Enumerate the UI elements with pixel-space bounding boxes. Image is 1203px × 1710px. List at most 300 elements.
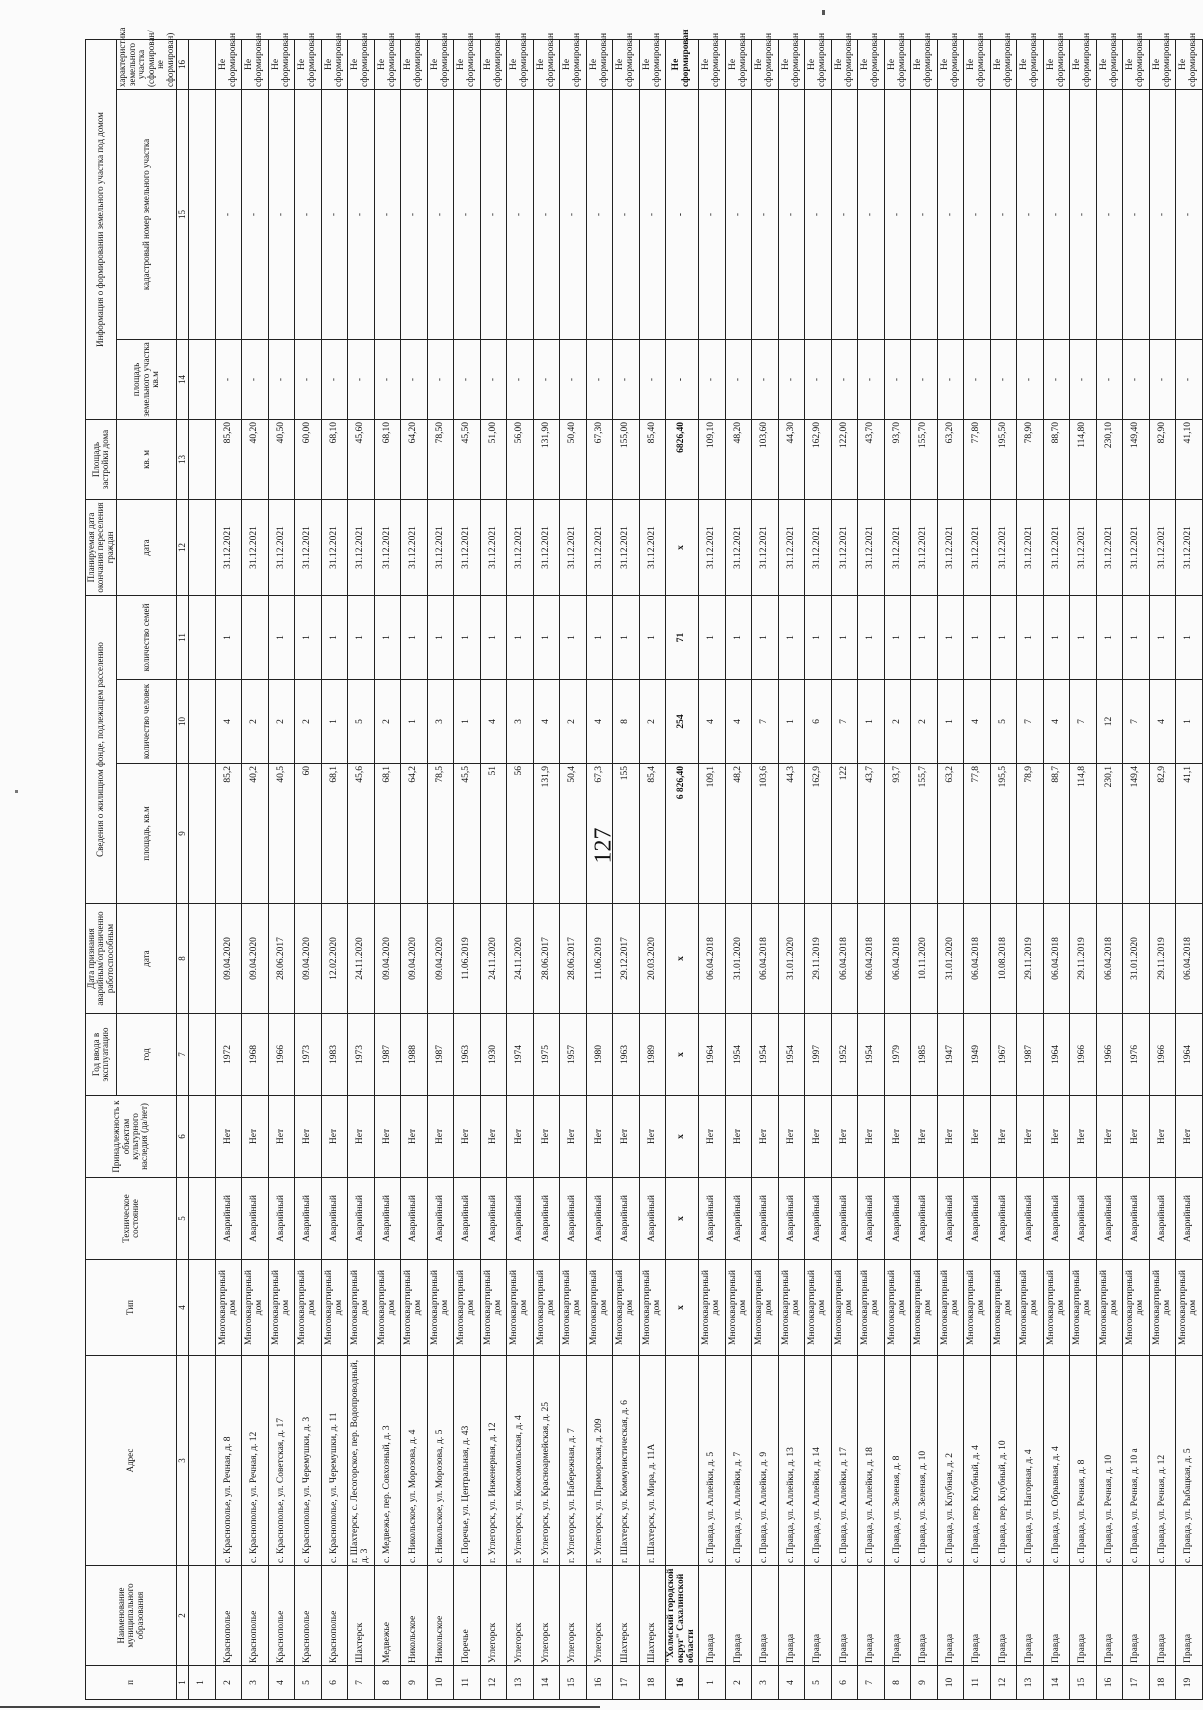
table-cell: 1966 — [1096, 1014, 1123, 1096]
table-cell: 09.04.2020 — [374, 904, 401, 1014]
table-cell: 31.12.2021 — [1043, 500, 1070, 596]
table-cell — [189, 1356, 216, 1566]
table-cell: - — [242, 90, 269, 340]
table-cell: 1 — [215, 596, 242, 680]
table-cell: 1 — [699, 596, 726, 680]
table-cell: 28.06.2017 — [533, 904, 560, 1014]
table-cell: 1987 — [427, 1014, 454, 1096]
table-cell: 131,90 — [533, 420, 560, 500]
table-cell: 1 — [1149, 596, 1176, 680]
column-number: 12 — [176, 500, 188, 596]
table-row — [805, 40, 832, 1700]
table-cell: 1972 — [215, 1014, 242, 1096]
table-cell: Многоквартирный дом — [242, 1260, 269, 1356]
table-cell: 2 — [374, 680, 401, 764]
table-cell: 1 — [401, 680, 428, 764]
table-cell: Нет — [507, 1096, 534, 1178]
table-cell: 10.11.2020 — [911, 904, 938, 1014]
table-cell: 1989 — [639, 1014, 666, 1096]
table-cell: Нет — [374, 1096, 401, 1178]
table-cell: 4 — [699, 680, 726, 764]
table-cell: - — [805, 340, 832, 420]
table-cell: Нет — [401, 1096, 428, 1178]
table-cell: Многоквартирный дом — [321, 1260, 348, 1356]
table-cell: 31.12.2021 — [507, 500, 534, 596]
table-cell: Не сформирован — [699, 40, 726, 90]
table-cell: - — [1096, 340, 1123, 420]
table-cell: - — [1070, 90, 1097, 340]
table-cell: 1949 — [964, 1014, 991, 1096]
table-cell: Многоквартирный дом — [560, 1260, 587, 1356]
table-cell: 31.12.2021 — [1123, 500, 1150, 596]
table-cell: Не сформирован — [533, 40, 560, 90]
header-land-char: характеристика земельного участка (сформирован/не сформирован) — [117, 40, 177, 90]
column-number-row — [176, 40, 188, 1700]
table-cell: 68,10 — [321, 420, 348, 500]
table-cell: с. Правда, ул. Речная, д. 8 — [1070, 1356, 1097, 1566]
table-cell: 1963 — [613, 1014, 640, 1096]
table-cell: Аварийный — [215, 1178, 242, 1260]
table-cell: 43,7 — [858, 764, 885, 904]
table-cell: 31.12.2021 — [937, 500, 964, 596]
table-cell: 06.04.2018 — [1096, 904, 1123, 1014]
table-cell: Многоквартирный дом — [533, 1260, 560, 1356]
table-cell: Многоквартирный дом — [911, 1260, 938, 1356]
table-cell: 1987 — [1017, 1014, 1044, 1096]
table-cell: - — [242, 340, 269, 420]
table-cell: Нет — [884, 1096, 911, 1178]
table-cell: с. Краснополье, ул. Речная, д. 12 — [242, 1356, 269, 1566]
table-cell: - — [990, 340, 1017, 420]
table-cell: с. Краснополье, ул. Черемушки, д. 11 — [321, 1356, 348, 1566]
table-row — [1096, 40, 1123, 1700]
table-cell: 82,90 — [1149, 420, 1176, 500]
table-cell: 40,50 — [268, 420, 295, 500]
column-number: 14 — [176, 340, 188, 420]
table-cell: - — [1149, 340, 1176, 420]
table-cell: 29.11.2019 — [1017, 904, 1044, 1014]
table-cell: 149,4 — [1123, 764, 1150, 904]
table-cell: 41,10 — [1176, 420, 1203, 500]
table-cell — [189, 1014, 216, 1096]
table-cell: с. Правда, ул. Аллейки, д. 13 — [778, 1356, 805, 1566]
header-heritage: Принадлежность к объектам культурного наследия (да/нет) — [86, 1096, 177, 1178]
table-cell: 1 — [321, 596, 348, 680]
header-land-group: Информация о формировании земельного участка под домом — [86, 40, 117, 420]
table-cell: 1968 — [242, 1014, 269, 1096]
table-cell: 14 — [1043, 1666, 1070, 1700]
table-cell: 1 — [964, 596, 991, 680]
table-cell: - — [884, 340, 911, 420]
table-cell: - — [586, 340, 613, 420]
table-cell: 4 — [778, 1666, 805, 1700]
table-cell: - — [752, 90, 779, 340]
table-cell: 5 — [348, 680, 375, 764]
table-cell: 4 — [1149, 680, 1176, 764]
table-cell — [189, 1566, 216, 1666]
table-cell: Нет — [725, 1096, 752, 1178]
table-cell: 1973 — [348, 1014, 375, 1096]
table-cell: 44,30 — [778, 420, 805, 500]
table-cell — [189, 764, 216, 904]
table-cell: 2 — [560, 680, 587, 764]
table-cell: 1952 — [831, 1014, 858, 1096]
table-row — [778, 40, 805, 1700]
table-cell: Аварийный — [586, 1178, 613, 1260]
table-row — [699, 40, 726, 1700]
header-families: количество семей — [117, 596, 177, 680]
table-cell: Нет — [348, 1096, 375, 1178]
table-cell: 67,3 — [586, 764, 613, 904]
table-cell: 1976 — [1123, 1014, 1150, 1096]
table-cell: Многоквартирный дом — [831, 1260, 858, 1356]
table-cell: 31.12.2021 — [560, 500, 587, 596]
column-number: 8 — [176, 904, 188, 1014]
table-cell: 24.11.2020 — [480, 904, 507, 1014]
table-cell: 155,7 — [911, 764, 938, 904]
table-cell: 1 — [586, 596, 613, 680]
table-cell — [666, 1356, 699, 1566]
table-cell: 1 — [990, 596, 1017, 680]
table-cell: Не сформирован — [268, 40, 295, 90]
table-cell: 3 — [427, 680, 454, 764]
table-cell: 1964 — [1176, 1014, 1203, 1096]
table-cell: Никольское — [401, 1566, 428, 1666]
table-cell: 82,9 — [1149, 764, 1176, 904]
header-date: дата — [117, 904, 177, 1014]
table-cell: 1 — [560, 596, 587, 680]
table-cell: с. Поречье, ул. Центральная, д. 43 — [454, 1356, 481, 1566]
table-cell: 31.12.2021 — [911, 500, 938, 596]
table-cell: 31.12.2021 — [884, 500, 911, 596]
table-cell: Правда — [858, 1566, 885, 1666]
table-cell: - — [666, 90, 699, 340]
table-cell: 11 — [454, 1666, 481, 1700]
table-cell: 1 — [858, 596, 885, 680]
table-row — [990, 40, 1017, 1700]
table-row — [560, 40, 587, 1700]
table-cell: 4 — [586, 680, 613, 764]
table-cell: 1 — [725, 596, 752, 680]
table-cell: Не сформирован — [666, 40, 699, 90]
table-cell: Краснополье — [321, 1566, 348, 1666]
table-cell: Не сформирован — [242, 40, 269, 90]
table-cell: Краснополье — [295, 1566, 322, 1666]
table-cell: 09.04.2020 — [242, 904, 269, 1014]
table-cell: Правда — [831, 1566, 858, 1666]
table-cell: Нет — [937, 1096, 964, 1178]
table-cell: 31.12.2021 — [268, 500, 295, 596]
table-cell: Многоквартирный дом — [639, 1260, 666, 1356]
table-cell: 31.01.2020 — [1123, 904, 1150, 1014]
table-cell: Нет — [911, 1096, 938, 1178]
table-cell: Аварийный — [990, 1178, 1017, 1260]
table-cell: 1 — [268, 596, 295, 680]
table-cell: Аварийный — [778, 1178, 805, 1260]
table-cell: 31.12.2021 — [1176, 500, 1203, 596]
table-cell: 1 — [778, 596, 805, 680]
table-cell: с. Правда, ул. Аллейки, д. 17 — [831, 1356, 858, 1566]
table-cell: Нет — [805, 1096, 832, 1178]
table-cell: с. Правда, ул. Клубная, д. 2 — [937, 1356, 964, 1566]
table-cell: 109,10 — [699, 420, 726, 500]
table-cell: 40,2 — [242, 764, 269, 904]
table-cell: 7 — [1123, 680, 1150, 764]
header-year-group: Год ввода в эксплуатацию — [86, 1014, 117, 1096]
table-cell: Аварийный — [911, 1178, 938, 1260]
table-cell: Многоквартирный дом — [454, 1260, 481, 1356]
table-cell: Углегорск — [507, 1566, 534, 1666]
table-cell: 31.12.2021 — [454, 500, 481, 596]
table-cell: Аварийный — [268, 1178, 295, 1260]
table-cell: с. Никольское, ул. Морозова, д. 4 — [401, 1356, 428, 1566]
header-address: Адрес — [86, 1356, 177, 1566]
table-cell: Многоквартирный дом — [699, 1260, 726, 1356]
table-cell: - — [778, 90, 805, 340]
table-cell: Аварийный — [1070, 1178, 1097, 1260]
column-number: 1 — [176, 1666, 188, 1700]
table-cell: 29.11.2019 — [1149, 904, 1176, 1014]
table-cell: 10 — [937, 1666, 964, 1700]
table-cell: - — [560, 340, 587, 420]
table-cell: Многоквартирный дом — [778, 1260, 805, 1356]
table-cell: - — [937, 90, 964, 340]
table-cell: Нет — [964, 1096, 991, 1178]
table-cell: 155,70 — [911, 420, 938, 500]
table-cell — [189, 596, 216, 680]
table-cell: Многоквартирный дом — [884, 1260, 911, 1356]
table-cell: - — [1123, 90, 1150, 340]
table-cell: Нет — [990, 1096, 1017, 1178]
table-cell: 1974 — [507, 1014, 534, 1096]
table-cell: 11 — [964, 1666, 991, 1700]
table-cell: Нет — [215, 1096, 242, 1178]
table-cell: Многоквартирный дом — [401, 1260, 428, 1356]
table-cell: 1 — [507, 596, 534, 680]
table-cell: Многоквартирный дом — [480, 1260, 507, 1356]
table-cell: Аварийный — [805, 1178, 832, 1260]
table-cell: с. Краснополье, ул. Черемушки, д. 3 — [295, 1356, 322, 1566]
rotated-table — [85, 27, 1199, 1700]
table-cell: - — [454, 340, 481, 420]
table-cell: Многоквартирный дом — [295, 1260, 322, 1356]
table-cell: 09.04.2020 — [427, 904, 454, 1014]
table-cell: - — [911, 340, 938, 420]
column-number: 6 — [176, 1096, 188, 1178]
table-cell: Не сформирован — [348, 40, 375, 90]
header-date-group: Дата признания аварийным/ограниченно работоспособным — [86, 904, 117, 1014]
table-cell: 31.12.2021 — [348, 500, 375, 596]
table-cell: Многоквартирный дом — [858, 1260, 885, 1356]
table-cell: Углегорск — [480, 1566, 507, 1666]
table-cell: с. Правда, ул. Аллейки, д. 5 — [699, 1356, 726, 1566]
table-cell: 77,8 — [964, 764, 991, 904]
table-cell: - — [215, 340, 242, 420]
table-cell: 56,00 — [507, 420, 534, 500]
table-row — [533, 40, 560, 1700]
table-row — [348, 40, 375, 1700]
table-cell: 09.04.2020 — [295, 904, 322, 1014]
table-cell: 31.01.2020 — [937, 904, 964, 1014]
table-cell: Аварийный — [1176, 1178, 1203, 1260]
table-cell: Никольское — [427, 1566, 454, 1666]
table-cell: Аварийный — [937, 1178, 964, 1260]
header-land-area — [117, 340, 177, 420]
table-cell: 31.12.2021 — [778, 500, 805, 596]
table-cell: 4 — [268, 1666, 295, 1700]
table-cell: 29.11.2019 — [1070, 904, 1097, 1014]
table-cell — [189, 1260, 216, 1356]
table-cell: Правда — [884, 1566, 911, 1666]
table-cell: 1 — [401, 596, 428, 680]
table-cell: 31.01.2020 — [778, 904, 805, 1014]
table-cell: - — [805, 90, 832, 340]
table-cell: 31.12.2021 — [427, 500, 454, 596]
table-cell: Аварийный — [507, 1178, 534, 1260]
table-cell: - — [613, 340, 640, 420]
table-cell: 230,1 — [1096, 764, 1123, 904]
table-cell: 31.12.2021 — [990, 500, 1017, 596]
table-cell: 31.12.2021 — [1070, 500, 1097, 596]
table-cell: Аварийный — [613, 1178, 640, 1260]
table-cell: 122 — [831, 764, 858, 904]
table-cell: Многоквартирный дом — [1070, 1260, 1097, 1356]
page-number: 127 — [590, 827, 617, 864]
table-cell: г. Углегорск, ул. Приморская, д. 209 — [586, 1356, 613, 1566]
table-cell: с. Правда, ул. Нагорная, д. 4 — [1017, 1356, 1044, 1566]
column-number: 15 — [176, 90, 188, 340]
table-cell: Многоквартирный дом — [215, 1260, 242, 1356]
table-cell: 24.11.2020 — [507, 904, 534, 1014]
table-cell: Нет — [778, 1096, 805, 1178]
table-cell: 60,00 — [295, 420, 322, 500]
table-cell: x — [666, 1260, 699, 1356]
table-row — [507, 40, 534, 1700]
table-cell: 09.04.2020 — [401, 904, 428, 1014]
table-cell: Многоквартирный дом — [427, 1260, 454, 1356]
table-cell: с. Правда, пер. Клубный, д. 4 — [964, 1356, 991, 1566]
table-cell: Не сформирован — [725, 40, 752, 90]
table-cell: 78,50 — [427, 420, 454, 500]
table-cell: Углегорск — [586, 1566, 613, 1666]
table-cell: 31.12.2021 — [1096, 500, 1123, 596]
table-cell: 31.12.2021 — [401, 500, 428, 596]
table-cell: 67,30 — [586, 420, 613, 500]
table-cell: 3 — [242, 1666, 269, 1700]
table-cell: Не сформирован — [911, 40, 938, 90]
header-land-area-group: площадь земельного участка — [131, 342, 151, 417]
table-cell: 1 — [884, 596, 911, 680]
table-cell: Нет — [831, 1096, 858, 1178]
table-cell: 45,60 — [348, 420, 375, 500]
table-cell — [189, 680, 216, 764]
table-cell: 15 — [560, 1666, 587, 1700]
table-cell: Не сформирован — [215, 40, 242, 90]
table-cell: Нет — [858, 1096, 885, 1178]
table-cell: 41,1 — [1176, 764, 1203, 904]
table-cell: - — [699, 90, 726, 340]
table-cell: 1 — [533, 596, 560, 680]
table-cell: 7 — [831, 680, 858, 764]
table-cell: г. Шахтерск, ул. Коммунистическая, д. 6 — [613, 1356, 640, 1566]
table-cell: 4 — [215, 680, 242, 764]
table-cell: - — [725, 340, 752, 420]
table-cell: с. Правда, ул. Речная, д. 10 — [1096, 1356, 1123, 1566]
table-cell: - — [348, 340, 375, 420]
table-cell: 31.12.2021 — [858, 500, 885, 596]
column-number: 5 — [176, 1178, 188, 1260]
table-cell — [189, 40, 216, 90]
table-cell: Нет — [699, 1096, 726, 1178]
column-number: 4 — [176, 1260, 188, 1356]
table-cell: - — [1017, 90, 1044, 340]
table-cell: Правда — [778, 1566, 805, 1666]
table-cell: - — [321, 340, 348, 420]
table-cell: 3 — [507, 680, 534, 764]
table-cell: 131,9 — [533, 764, 560, 904]
table-cell: - — [831, 90, 858, 340]
table-cell: 13 — [1017, 1666, 1044, 1700]
table-cell: Многоквартирный дом — [1149, 1260, 1176, 1356]
table-cell: Не сформирован — [1149, 40, 1176, 90]
table-cell: Не сформирован — [613, 40, 640, 90]
table-cell: 149,40 — [1123, 420, 1150, 500]
table-cell: 68,10 — [374, 420, 401, 500]
table-cell: 85,4 — [639, 764, 666, 904]
table-cell: - — [778, 340, 805, 420]
scan-edge-line — [0, 1706, 600, 1708]
table-cell: 1954 — [725, 1014, 752, 1096]
table-cell: 51,00 — [480, 420, 507, 500]
header-type: Тип — [86, 1260, 177, 1356]
table-cell: Нет — [533, 1096, 560, 1178]
table-cell: 17 — [613, 1666, 640, 1700]
table-cell: Не сформирован — [1043, 40, 1070, 90]
table-cell: Не сформирован — [507, 40, 534, 90]
table-cell: 06.04.2018 — [1176, 904, 1203, 1014]
scan-mark — [15, 790, 18, 793]
table-cell: 12 — [480, 1666, 507, 1700]
table-cell: - — [401, 340, 428, 420]
table-cell: Многоквартирный дом — [725, 1260, 752, 1356]
table-cell: 7 — [752, 680, 779, 764]
table-cell: с. Правда, ул. Зеленая, д. 8 — [884, 1356, 911, 1566]
table-row — [1176, 40, 1203, 1700]
table-cell: Многоквартирный дом — [937, 1260, 964, 1356]
table-cell: 51 — [480, 764, 507, 904]
table-cell — [189, 1178, 216, 1260]
table-cell: Правда — [964, 1566, 991, 1666]
table-cell: Нет — [1043, 1096, 1070, 1178]
table-cell: 1954 — [858, 1014, 885, 1096]
table-cell: 20.03.2020 — [639, 904, 666, 1014]
table-cell: 1 — [937, 596, 964, 680]
table-cell: - — [1096, 90, 1123, 340]
table-cell: - — [937, 340, 964, 420]
table-cell: - — [699, 340, 726, 420]
table-cell: Не сформирован — [560, 40, 587, 90]
table-cell: Не сформирован — [858, 40, 885, 90]
table-cell: Аварийный — [321, 1178, 348, 1260]
table-cell: Многоквартирный дом — [964, 1260, 991, 1356]
table-cell: - — [1149, 90, 1176, 340]
table-cell: 06.04.2018 — [699, 904, 726, 1014]
table-cell: 1979 — [884, 1014, 911, 1096]
table-cell: Не сформирован — [1017, 40, 1044, 90]
header-plan-group: Планируемая дата окончания переселения граждан — [86, 500, 117, 596]
table-cell: 63,20 — [937, 420, 964, 500]
table-cell: 7 — [348, 1666, 375, 1700]
